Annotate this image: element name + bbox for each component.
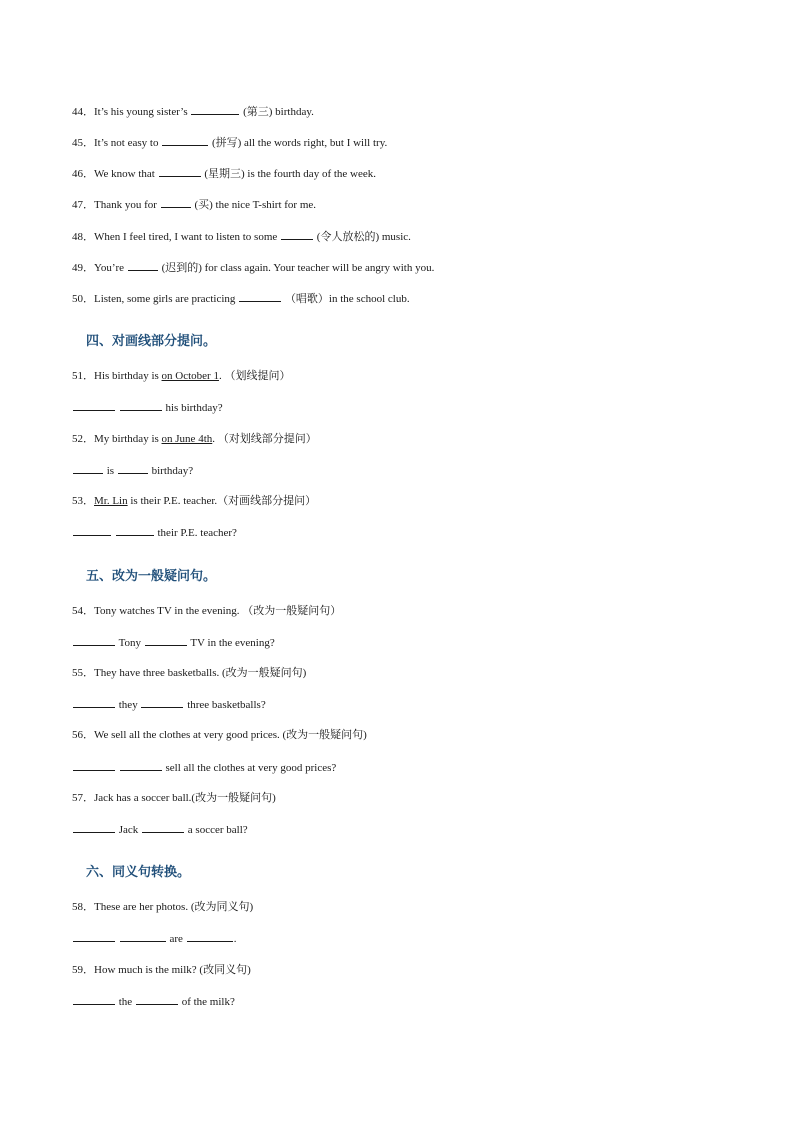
question-text: We sell all the clothes at very good prices. (改为一般疑问句): [94, 729, 367, 741]
answer-text: is: [106, 465, 115, 477]
answer-text: his birthday?: [165, 402, 223, 414]
answer-text: three basketballs?: [187, 699, 266, 711]
answer-blank[interactable]: [120, 400, 162, 411]
answer-blank[interactable]: [162, 135, 208, 146]
answer-line-51: [72, 400, 223, 415]
question-text: Thank you for: [94, 199, 160, 211]
question-45: [72, 135, 387, 150]
question-number: 52．: [72, 433, 94, 445]
answer-blank[interactable]: [239, 291, 281, 302]
answer-text: the: [118, 996, 133, 1008]
answer-blank[interactable]: [128, 260, 158, 271]
question-55: [72, 666, 306, 680]
answer-blank[interactable]: [73, 931, 115, 942]
answer-blank[interactable]: [141, 697, 183, 708]
question-46: [72, 166, 376, 181]
question-44: [72, 104, 314, 119]
question-53: [72, 494, 316, 508]
answer-blank[interactable]: [73, 994, 115, 1005]
answer-blank[interactable]: [73, 822, 115, 833]
question-number: 46．: [72, 168, 94, 180]
question-text: . （对划线部分提问）: [212, 433, 317, 445]
section-heading-5: 五、改为一般疑问句。: [86, 569, 217, 584]
question-number: 58．: [72, 901, 94, 913]
answer-blank[interactable]: [281, 229, 313, 240]
answer-line-55: [72, 697, 266, 712]
answer-blank[interactable]: [73, 400, 115, 411]
answer-text: a soccer ball?: [187, 824, 248, 836]
question-number: 59．: [72, 964, 94, 976]
answer-text: are: [169, 933, 183, 945]
question-54: [72, 604, 341, 618]
question-text: (第三) birthday.: [240, 106, 314, 118]
answer-blank[interactable]: [73, 760, 115, 771]
question-text: You’re: [94, 262, 127, 274]
question-50: [72, 291, 410, 306]
question-number: 49．: [72, 262, 94, 274]
question-text: is their P.E. teacher.（对画线部分提问）: [127, 495, 317, 507]
answer-line-54: [72, 635, 275, 650]
answer-blank[interactable]: [145, 635, 187, 646]
answer-blank[interactable]: [142, 822, 184, 833]
question-text: (迟到的) for class again. Your teacher will be angry with you.: [158, 262, 435, 274]
answer-line-53: [72, 525, 237, 540]
question-58: [72, 900, 253, 914]
answer-blank[interactable]: [191, 104, 239, 115]
section-heading-6: 六、同义句转换。: [86, 865, 191, 880]
answer-text: sell all the clothes at very good prices?: [165, 762, 337, 774]
question-49: [72, 260, 434, 275]
answer-blank[interactable]: [159, 166, 201, 177]
answer-blank[interactable]: [161, 197, 191, 208]
question-text: It’s his young sister’s: [94, 106, 191, 118]
answer-text: of the milk?: [181, 996, 235, 1008]
answer-blank[interactable]: [120, 931, 166, 942]
question-number: 53．: [72, 495, 94, 507]
question-47: [72, 197, 316, 212]
question-text: Tony watches TV in the evening. （改为一般疑问句）: [94, 605, 342, 617]
answer-blank[interactable]: [187, 931, 233, 942]
question-number: 51．: [72, 370, 94, 382]
question-text: Jack has a soccer ball.(改为一般疑问句): [94, 792, 276, 804]
question-text: (令人放松的) music.: [314, 231, 411, 243]
answer-blank[interactable]: [136, 994, 178, 1005]
question-text: . （划线提问）: [218, 370, 291, 382]
answer-text: Tony: [118, 637, 142, 649]
answer-text: they: [118, 699, 138, 711]
question-text: Listen, some girls are practicing: [94, 293, 239, 305]
answer-text: their P.E. teacher?: [157, 527, 237, 539]
question-text: It’s not easy to: [94, 137, 162, 149]
question-number: 55．: [72, 667, 94, 679]
answer-text: TV in the evening?: [190, 637, 275, 649]
question-number: 47．: [72, 199, 94, 211]
question-text: My birthday is: [94, 433, 162, 445]
question-text: (星期三) is the fourth day of the week.: [201, 168, 377, 180]
question-text: These are her photos. (改为同义句): [94, 901, 254, 913]
question-number: 56．: [72, 729, 94, 741]
answer-text: .: [233, 933, 237, 945]
question-text: (拼写) all the words right, but I will try.: [209, 137, 388, 149]
answer-line-58: [72, 931, 236, 946]
question-text: When I feel tired, I want to listen to some: [94, 231, 281, 243]
question-51: [72, 369, 290, 383]
answer-text: birthday?: [151, 465, 194, 477]
question-text: （唱歌）in the school club.: [282, 293, 410, 305]
answer-line-56: [72, 760, 336, 775]
underlined-phrase: on June 4th: [161, 433, 213, 445]
question-56: [72, 728, 367, 742]
answer-blank[interactable]: [120, 760, 162, 771]
question-52: [72, 432, 317, 446]
answer-line-52: [72, 463, 193, 478]
question-59: [72, 963, 251, 977]
answer-line-59: [72, 994, 235, 1009]
question-number: 54．: [72, 605, 94, 617]
answer-blank[interactable]: [73, 463, 103, 474]
question-number: 44．: [72, 106, 94, 118]
question-48: [72, 229, 411, 244]
question-text: They have three basketballs. (改为一般疑问句): [94, 667, 307, 679]
question-57: [72, 791, 276, 805]
underlined-phrase: Mr. Lin: [94, 495, 128, 507]
section-heading-4: 四、对画线部分提问。: [86, 334, 217, 349]
answer-blank[interactable]: [73, 697, 115, 708]
answer-blank[interactable]: [118, 463, 148, 474]
question-number: 50．: [72, 293, 94, 305]
question-text: (买) the nice T-shirt for me.: [191, 199, 317, 211]
question-text: His birthday is: [94, 370, 162, 382]
answer-text: Jack: [118, 824, 139, 836]
question-number: 57．: [72, 792, 94, 804]
question-text: We know that: [94, 168, 158, 180]
question-text: How much is the milk? (改同义句): [94, 964, 251, 976]
underlined-phrase: on October 1: [161, 370, 219, 382]
question-number: 48．: [72, 231, 94, 243]
answer-blank[interactable]: [73, 635, 115, 646]
answer-blank[interactable]: [116, 525, 154, 536]
answer-line-57: [72, 822, 248, 837]
question-number: 45．: [72, 137, 94, 149]
answer-blank[interactable]: [73, 525, 111, 536]
